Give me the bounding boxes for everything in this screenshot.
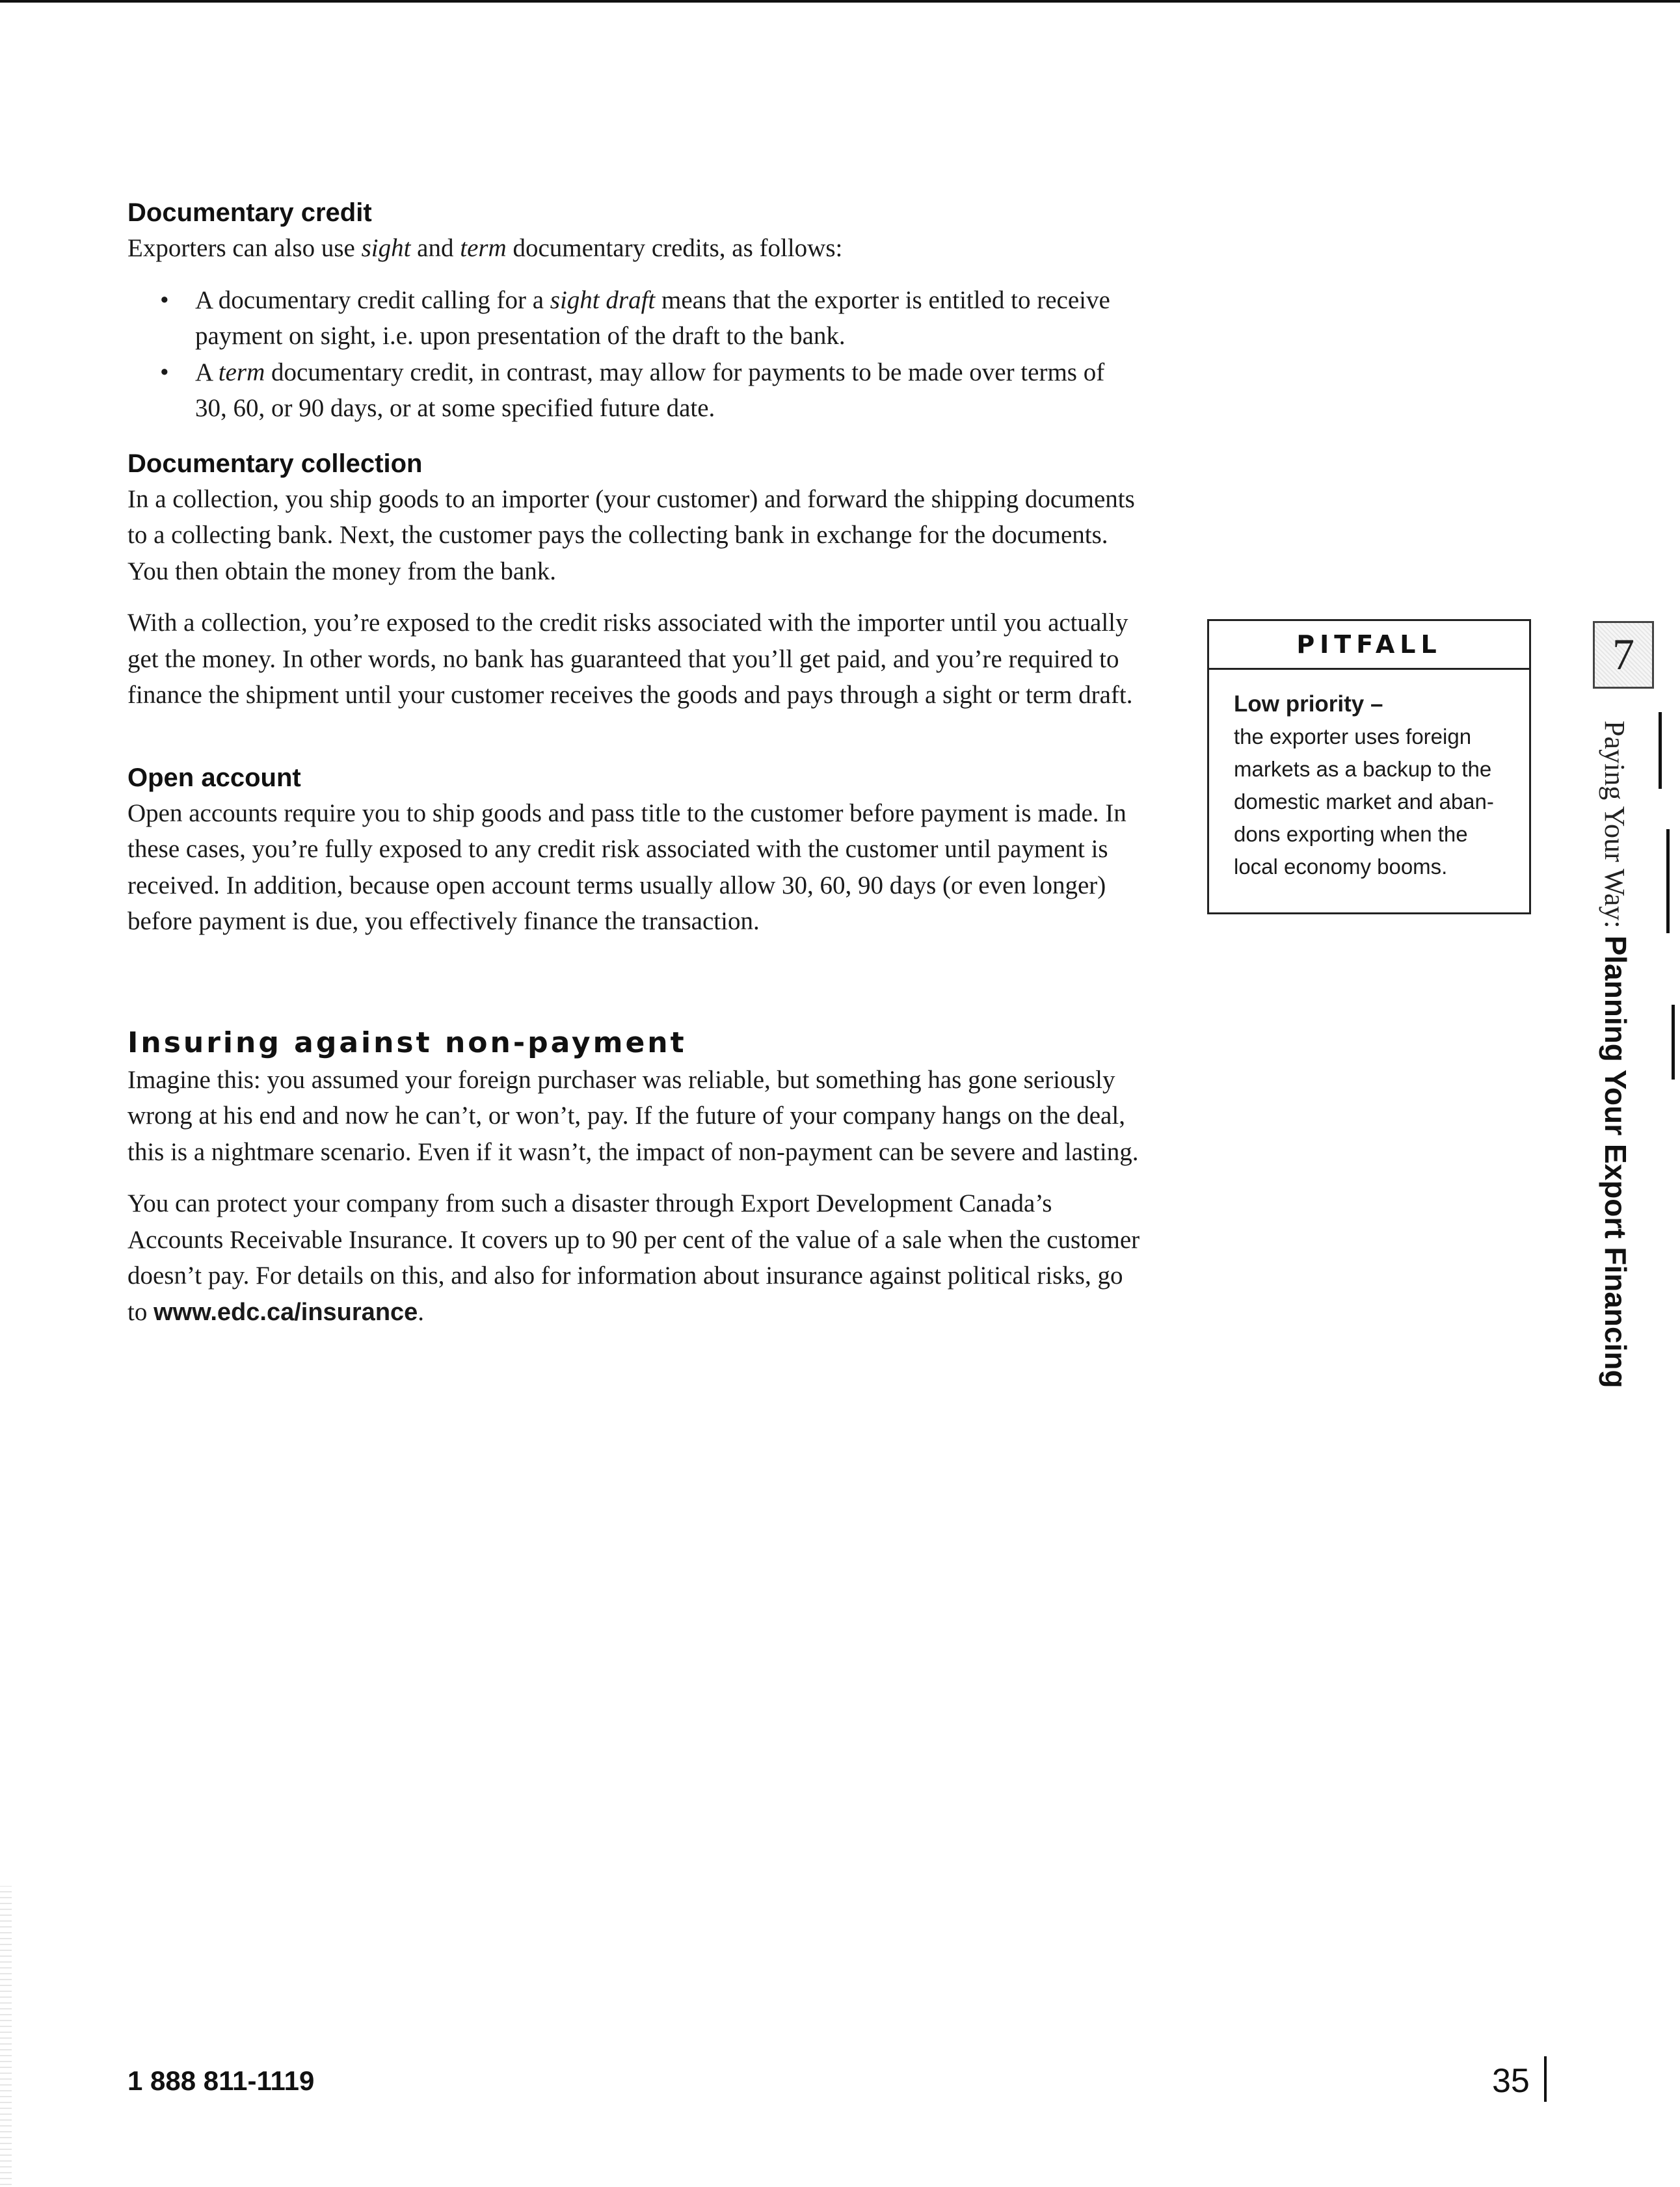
heading-open-account: Open account	[127, 763, 301, 792]
documentary-credit-intro: Exporters can also use sight and term documentary credits, as follows:	[127, 234, 843, 262]
insuring-para-1: Imagine this: you assumed your foreign purchaser was reliable, but something has gone seriously wrong at his end and now he can’t, or won’t, pay. If the future of your company hangs on the deal, this is a nightmare scenario. Even if it wasn’t, the impact of non-payment can be severe and lasting.	[127, 1065, 1139, 1166]
documentary-collection-para-1: In a collection, you ship goods to an importer (your customer) and forward the shipping documents to a collecting bank. Next, the customer pays the collecting bank in exchange for the documents. You then obtain the money from the bank.	[127, 484, 1135, 585]
pitfall-box	[1207, 619, 1531, 914]
pitfall-body	[1209, 670, 1529, 883]
edc-insurance-link[interactable]: www.edc.ca/insurance	[153, 1298, 418, 1326]
chapter-number-badge: 7	[1593, 621, 1654, 689]
chapter-title-main: Planning Your Export Financing	[1599, 935, 1633, 1388]
edge-tab-marker	[1659, 712, 1662, 789]
open-account-para: Open accounts require you to ship goods and pass title to the customer before payment is made. In these cases, you’re fully exposed to any credit risk associated with the customer until payment is received. In addition, because open account terms usually allow 30, 60, 90 days (or even longer) before payment is due, you effectively finance the transaction.	[127, 799, 1127, 935]
bullet-icon: •	[160, 285, 169, 314]
insuring-para-2: You can protect your company from such a disaster through Export Development Canada’s Accounts Receivable Insurance. It covers up to 90 per cent of the value of a sale when the customer doesn’t pay. For details on this, and also for information about insurance against political risks, go to www.edc.ca/insurance.	[127, 1189, 1140, 1326]
chapter-title-vertical	[1592, 721, 1640, 1388]
pitfall-line: domestic market and aban-	[1234, 789, 1494, 814]
main-text-column	[127, 195, 1142, 1331]
pitfall-line: dons exporting when the	[1234, 822, 1468, 846]
documentary-credit-list	[127, 282, 1142, 427]
heading-documentary-credit: Documentary credit	[127, 198, 372, 227]
list-item: • A term documentary credit, in contrast, may allow for payments to be made over terms of 30, 60, or 90 days, or at some specified future date.	[127, 354, 1142, 427]
chapter-title-prefix: Paying Your Way:	[1599, 721, 1631, 936]
edge-tab-marker	[1672, 1005, 1675, 1080]
footer-phone: 1 888 811-1119	[127, 2065, 315, 2096]
page-number-rule	[1544, 2056, 1547, 2102]
heading-insuring-against-non-payment: Insuring against non-payment	[127, 1026, 687, 1059]
page-number: 35	[1492, 2062, 1530, 2100]
pitfall-title: Low priority –	[1234, 691, 1383, 717]
documentary-collection-para-2: With a collection, you’re exposed to the credit risks associated with the importer until you actually get the money. In other words, no bank has guaranteed that you’ll get paid, and you’re required to finance the shipment until your customer receives the goods and pays through a sight or term draft.	[127, 609, 1133, 709]
bullet-icon: •	[160, 358, 169, 386]
heading-documentary-collection: Documentary collection	[127, 449, 423, 478]
scan-edge-noise	[0, 1886, 12, 2185]
pitfall-line: local economy booms.	[1234, 855, 1448, 879]
edge-tab-marker	[1666, 829, 1670, 933]
pitfall-header: PITFALL	[1209, 621, 1529, 670]
list-item: • A documentary credit calling for a sight draft means that the exporter is entitled to receive payment on sight, i.e. upon presentation of the draft to the bank.	[127, 282, 1142, 354]
pitfall-line: the exporter uses foreign	[1234, 724, 1472, 749]
pitfall-line: markets as a backup to the	[1234, 757, 1492, 781]
top-border	[0, 0, 1680, 3]
